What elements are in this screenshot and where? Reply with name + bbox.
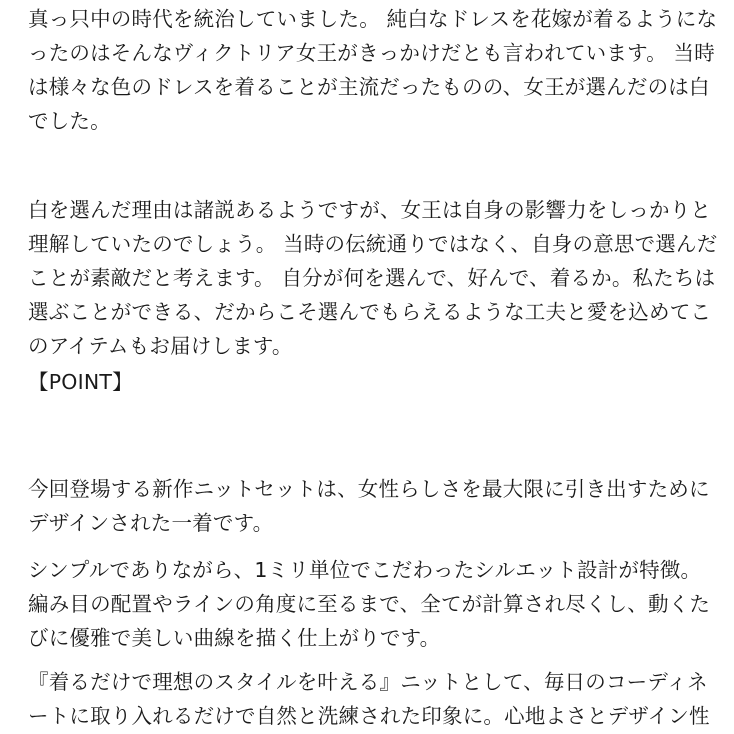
text-line: デザインされた一着です。	[28, 511, 274, 535]
text-line: 編み目の配置やラインの角度に至るまで、全てが計算され尽くし、動くた	[28, 592, 711, 616]
paragraph-victoria-history	[28, 2, 718, 138]
text-line: びに優雅で美しい曲線を描く仕上がりです。	[28, 626, 441, 650]
text-line: 真っ只中の時代を統治していました。 純白なドレスを花嫁が着るようにな	[28, 7, 718, 31]
text-line: ことが素敵だと考えます。 自分が何を選んで、好んで、着るか。私たちは	[28, 266, 716, 290]
text-line: ートに取り入れるだけで自然と洗練された印象に。心地よさとデザイン性	[28, 704, 710, 728]
text-line: 選ぶことができる、だからこそ選んでもらえるような工夫と愛を込めてこ	[28, 300, 712, 324]
paragraph-new-knit-set	[28, 472, 718, 540]
text-line: のアイテムもお届けします。	[28, 334, 293, 358]
text-line: でした。	[28, 109, 111, 133]
text-line: シンプルでありながら、1ミリ単位でこだわったシルエット設計が特徴。	[28, 558, 702, 582]
paragraph-ideal-style	[28, 665, 718, 733]
paragraph-white-choice	[28, 193, 718, 363]
text-line: ったのはそんなヴィクトリア女王がきっかけだとも言われています。 当時	[28, 41, 715, 65]
section-heading: 【POINT】	[28, 370, 133, 394]
text-line: 今回登場する新作ニットセットは、女性らしさを最大限に引き出すために	[28, 477, 710, 501]
text-line: 理解していたのでしょう。 当時の伝統通りではなく、自身の意思で選んだ	[28, 232, 718, 256]
paragraph-silhouette	[28, 553, 718, 655]
text-line: 白を選んだ理由は諸説あるようですが、女王は自身の影響力をしっかりと	[28, 198, 712, 222]
point-heading	[28, 365, 718, 399]
text-line: 『着るだけで理想のスタイルを叶える』ニットとして、毎日のコーディネ	[28, 670, 708, 694]
text-line: は様々な色のドレスを着ることが主流だったものの、女王が選んだのは白	[28, 75, 710, 99]
